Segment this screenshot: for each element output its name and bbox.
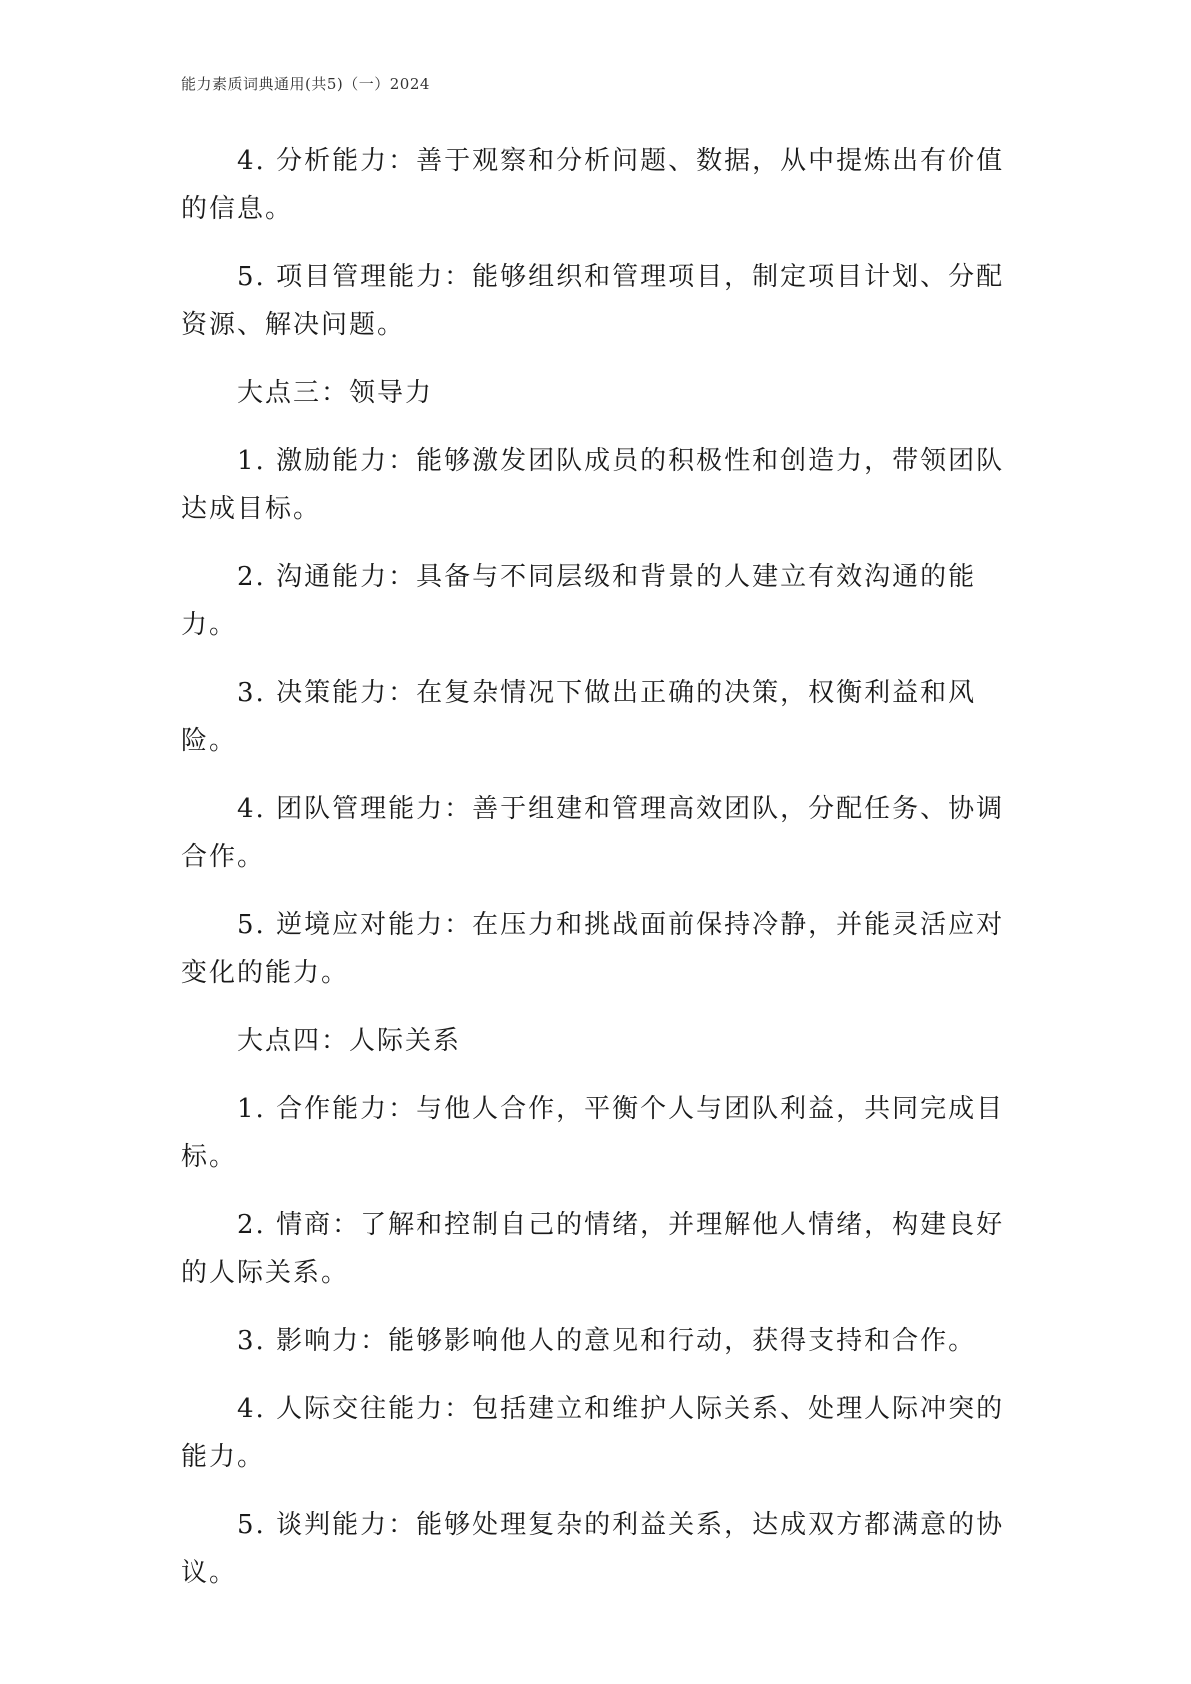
paragraph-motivation-ability: 1. 激励能力：能够激发团队成员的积极性和创造力，带领团队达成目标。 — [181, 446, 1005, 524]
paragraph-emotional-intelligence: 2. 情商：了解和控制自己的情绪，并理解他人情绪，构建良好的人际关系。 — [181, 1210, 1005, 1288]
paragraph-influence: 3. 影响力：能够影响他人的意见和行动，获得支持和合作。 — [237, 1326, 977, 1356]
paragraph-negotiation-ability: 5. 谈判能力：能够处理复杂的利益关系，达成双方都满意的协议。 — [181, 1510, 1005, 1588]
paragraph-communication-ability: 2. 沟通能力：具备与不同层级和背景的人建立有效沟通的能力。 — [181, 562, 977, 640]
paragraph-adversity-response: 5. 逆境应对能力：在压力和挑战面前保持冷静，并能灵活应对变化的能力。 — [181, 910, 1005, 988]
section-heading-leadership: 大点三：领导力 — [237, 378, 434, 408]
paragraph-analysis-ability: 4. 分析能力：善于观察和分析问题、数据，从中提炼出有价值的信息。 — [181, 146, 1005, 224]
paragraph-project-management: 5. 项目管理能力：能够组织和管理项目，制定项目计划、分配资源、解决问题。 — [181, 262, 1005, 340]
section-heading-relationships: 大点四：人际关系 — [237, 1026, 462, 1056]
paragraph-decision-ability: 3. 决策能力：在复杂情况下做出正确的决策，权衡利益和风险。 — [181, 678, 977, 756]
paragraph-interpersonal-skills: 4. 人际交往能力：包括建立和维护人际关系、处理人际冲突的能力。 — [181, 1394, 1005, 1472]
document-body — [181, 137, 1021, 1617]
paragraph-cooperation-ability: 1. 合作能力：与他人合作，平衡个人与团队利益，共同完成目标。 — [181, 1094, 1005, 1172]
page-header: 能力素质词典通用(共5)（一）2024 — [181, 75, 430, 93]
paragraph-team-management: 4. 团队管理能力：善于组建和管理高效团队，分配任务、协调合作。 — [181, 794, 1005, 872]
